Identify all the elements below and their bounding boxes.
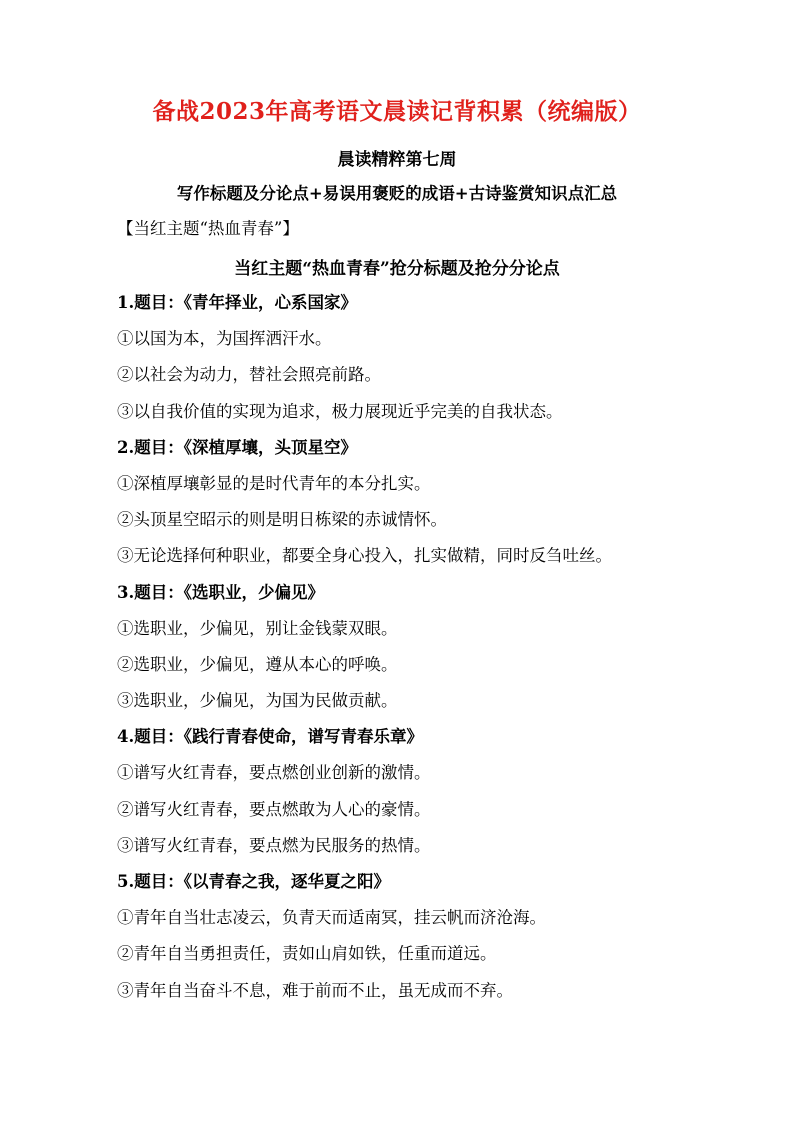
sub-point: ③谱写火红青春，要点燃为民服务的热情。 <box>117 835 431 855</box>
sub-point: ③以自我价值的实现为追求，极力展现近乎完美的自我状态。 <box>117 401 563 421</box>
theme-tag: 【当红主题“热血青春”】 <box>117 219 299 238</box>
week-subtitle: 晨读精粹第七周 <box>337 150 457 170</box>
sub-point: ②选职业，少偏见，遵从本心的呼唤。 <box>117 654 398 674</box>
content-summary: 写作标题及分论点+易误用褒贬的成语+古诗鉴赏知识点汇总 <box>176 184 618 203</box>
topic-title: 3.题目：《选职业，少偏见》 <box>117 582 324 602</box>
topic-title: 2.题目：《深植厚壤，头顶星空》 <box>117 437 357 457</box>
main-title: 备战2023年高考语文晨读记背积累（统编版） <box>152 98 642 125</box>
sub-point: ②头顶星空昭示的则是明日栋梁的赤诚情怀。 <box>117 510 447 530</box>
sub-point: ③无论选择何种职业，都要全身心投入，扎实做精，同时反刍吐丝。 <box>117 546 612 566</box>
sub-point: ①青年自当壮志凌云，负青天而适南冥，挂云帆而济沧海。 <box>117 908 546 928</box>
sub-point: ②以社会为动力，替社会照亮前路。 <box>117 365 381 385</box>
sub-point: ③青年自当奋斗不息，难于前而不止，虽无成而不弃。 <box>117 980 513 1000</box>
topic-title: 1.题目：《青年择业，心系国家》 <box>117 293 357 312</box>
topic-title: 5.题目：《以青春之我，逐华夏之阳》 <box>117 872 390 891</box>
sub-point: ②青年自当勇担责任，责如山肩如铁，任重而道远。 <box>117 944 497 964</box>
sub-point: ①谱写火红青春，要点燃创业创新的激情。 <box>117 763 431 783</box>
topic-title: 4.题目：《践行青春使命，谱写青春乐章》 <box>117 727 423 747</box>
sub-point: ①以国为本，为国挥洒汗水。 <box>117 329 332 349</box>
sub-point: ①深植厚壤彰显的是时代青年的本分扎实。 <box>117 473 431 493</box>
section-heading: 当红主题“热血青春”抢分标题及抢分分论点 <box>234 259 560 279</box>
sub-point: ①选职业，少偏见，别让金钱蒙双眼。 <box>117 618 398 638</box>
topic-list <box>117 290 687 1014</box>
sub-point: ②谱写火红青春，要点燃敢为人心的豪情。 <box>117 799 431 819</box>
sub-point: ③选职业，少偏见，为国为民做贡献。 <box>117 691 398 711</box>
